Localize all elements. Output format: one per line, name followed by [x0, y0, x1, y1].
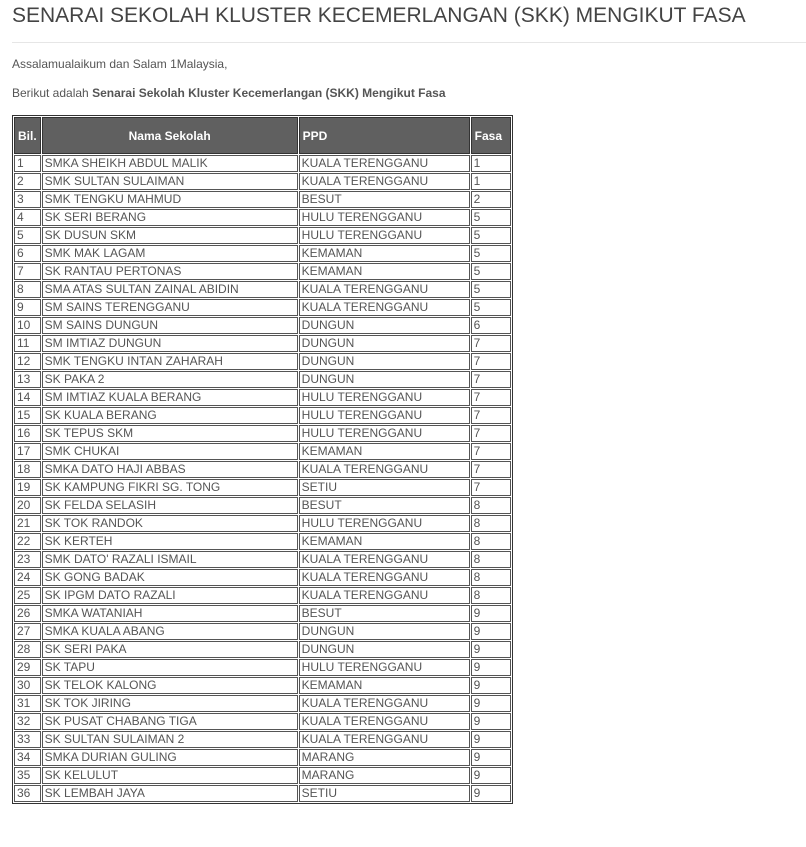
cell-fasa: 7 [471, 443, 511, 460]
cell-nama-sekolah: SMK MAK LAGAM [42, 245, 298, 262]
cell-fasa: 8 [471, 569, 511, 586]
cell-fasa: 5 [471, 299, 511, 316]
cell-ppd: HULU TERENGGANU [299, 209, 470, 226]
cell-bil: 32 [14, 713, 41, 730]
cell-nama-sekolah: SK GONG BADAK [42, 569, 298, 586]
cell-fasa: 7 [471, 335, 511, 352]
intro-bold: Senarai Sekolah Kluster Kecemerlangan (SKK) Mengikut Fasa [92, 86, 446, 100]
table-row [14, 317, 511, 334]
cell-bil: 4 [14, 209, 41, 226]
cell-fasa: 8 [471, 587, 511, 604]
cell-ppd: KUALA TERENGGANU [299, 731, 470, 748]
table-row [14, 191, 511, 208]
cell-ppd: KUALA TERENGGANU [299, 713, 470, 730]
title-divider [12, 42, 806, 43]
cell-fasa: 9 [471, 767, 511, 784]
cell-bil: 28 [14, 641, 41, 658]
intro-text [12, 86, 446, 100]
cell-fasa: 5 [471, 245, 511, 262]
cell-nama-sekolah: SK TELOK KALONG [42, 677, 298, 694]
cell-bil: 9 [14, 299, 41, 316]
table-row [14, 353, 511, 370]
table-row [14, 173, 511, 190]
cell-nama-sekolah: SK RANTAU PERTONAS [42, 263, 298, 280]
cell-ppd: KEMAMAN [299, 263, 470, 280]
table-row [14, 461, 511, 478]
cell-ppd: HULU TERENGGANU [299, 425, 470, 442]
table-row [14, 209, 511, 226]
cell-ppd: HULU TERENGGANU [299, 389, 470, 406]
table-row [14, 407, 511, 424]
cell-fasa: 9 [471, 713, 511, 730]
cell-fasa: 7 [471, 425, 511, 442]
cell-ppd: KUALA TERENGGANU [299, 281, 470, 298]
cell-ppd: HULU TERENGGANU [299, 227, 470, 244]
table-row [14, 551, 511, 568]
cell-bil: 7 [14, 263, 41, 280]
cell-ppd: DUNGUN [299, 623, 470, 640]
cell-fasa: 1 [471, 173, 511, 190]
cell-fasa: 8 [471, 497, 511, 514]
cell-fasa: 9 [471, 605, 511, 622]
cell-bil: 24 [14, 569, 41, 586]
cell-bil: 1 [14, 155, 41, 172]
cell-nama-sekolah: SMK CHUKAI [42, 443, 298, 460]
cell-nama-sekolah: SMKA DURIAN GULING [42, 749, 298, 766]
cell-nama-sekolah: SK KAMPUNG FIKRI SG. TONG [42, 479, 298, 496]
cell-bil: 27 [14, 623, 41, 640]
cell-nama-sekolah: SMK TENGKU INTAN ZAHARAH [42, 353, 298, 370]
cell-nama-sekolah: SK KELULUT [42, 767, 298, 784]
table-row [14, 227, 511, 244]
table-header-row [14, 117, 511, 154]
cell-nama-sekolah: SMA ATAS SULTAN ZAINAL ABIDIN [42, 281, 298, 298]
table-row [14, 605, 511, 622]
cell-bil: 25 [14, 587, 41, 604]
cell-ppd: HULU TERENGGANU [299, 407, 470, 424]
cell-nama-sekolah: SMK TENGKU MAHMUD [42, 191, 298, 208]
cell-bil: 17 [14, 443, 41, 460]
cell-nama-sekolah: SMKA SHEIKH ABDUL MALIK [42, 155, 298, 172]
table-row [14, 335, 511, 352]
cell-ppd: MARANG [299, 767, 470, 784]
cell-ppd: KEMAMAN [299, 533, 470, 550]
cell-nama-sekolah: SK IPGM DATO RAZALI [42, 587, 298, 604]
cell-fasa: 2 [471, 191, 511, 208]
cell-nama-sekolah: SM SAINS TERENGGANU [42, 299, 298, 316]
cell-ppd: KEMAMAN [299, 443, 470, 460]
table-row [14, 731, 511, 748]
cell-bil: 11 [14, 335, 41, 352]
cell-fasa: 6 [471, 317, 511, 334]
cell-bil: 6 [14, 245, 41, 262]
table-row [14, 623, 511, 640]
table-row [14, 299, 511, 316]
table-row [14, 659, 511, 676]
cell-ppd: DUNGUN [299, 317, 470, 334]
cell-bil: 16 [14, 425, 41, 442]
table-row [14, 425, 511, 442]
cell-nama-sekolah: SK PUSAT CHABANG TIGA [42, 713, 298, 730]
cell-fasa: 8 [471, 551, 511, 568]
cell-nama-sekolah: SK TAPU [42, 659, 298, 676]
cell-ppd: KUALA TERENGGANU [299, 587, 470, 604]
cell-nama-sekolah: SMK SULTAN SULAIMAN [42, 173, 298, 190]
cell-bil: 14 [14, 389, 41, 406]
table-row [14, 749, 511, 766]
header-fasa: Fasa [471, 117, 511, 154]
table-row [14, 713, 511, 730]
cell-bil: 13 [14, 371, 41, 388]
cell-fasa: 5 [471, 227, 511, 244]
header-bil: Bil. [14, 117, 41, 154]
cell-nama-sekolah: SMK DATO' RAZALI ISMAIL [42, 551, 298, 568]
cell-nama-sekolah: SM IMTIAZ KUALA BERANG [42, 389, 298, 406]
cell-bil: 31 [14, 695, 41, 712]
cell-nama-sekolah: SK TOK RANDOK [42, 515, 298, 532]
cell-ppd: KUALA TERENGGANU [299, 461, 470, 478]
table-row [14, 443, 511, 460]
table-row [14, 569, 511, 586]
cell-fasa: 9 [471, 677, 511, 694]
cell-nama-sekolah: SK LEMBAH JAYA [42, 785, 298, 802]
cell-bil: 36 [14, 785, 41, 802]
cell-ppd: MARANG [299, 749, 470, 766]
cell-fasa: 9 [471, 641, 511, 658]
cell-nama-sekolah: SK SERI PAKA [42, 641, 298, 658]
cell-fasa: 9 [471, 749, 511, 766]
table-row [14, 677, 511, 694]
cell-ppd: HULU TERENGGANU [299, 515, 470, 532]
cell-bil: 8 [14, 281, 41, 298]
cell-bil: 2 [14, 173, 41, 190]
table-row [14, 515, 511, 532]
cell-fasa: 5 [471, 281, 511, 298]
cell-bil: 3 [14, 191, 41, 208]
cell-ppd: KEMAMAN [299, 677, 470, 694]
table-row [14, 587, 511, 604]
cell-bil: 35 [14, 767, 41, 784]
cell-ppd: SETIU [299, 785, 470, 802]
cell-nama-sekolah: SMKA WATANIAH [42, 605, 298, 622]
cell-bil: 34 [14, 749, 41, 766]
cell-nama-sekolah: SK KUALA BERANG [42, 407, 298, 424]
cell-nama-sekolah: SK SULTAN SULAIMAN 2 [42, 731, 298, 748]
cell-bil: 22 [14, 533, 41, 550]
cell-ppd: DUNGUN [299, 353, 470, 370]
cell-ppd: KUALA TERENGGANU [299, 299, 470, 316]
header-ppd: PPD [299, 117, 470, 154]
cell-ppd: SETIU [299, 479, 470, 496]
cell-ppd: BESUT [299, 605, 470, 622]
cell-bil: 18 [14, 461, 41, 478]
cell-fasa: 5 [471, 263, 511, 280]
cell-ppd: BESUT [299, 497, 470, 514]
table-row [14, 767, 511, 784]
cell-fasa: 9 [471, 695, 511, 712]
table-row [14, 533, 511, 550]
table-row [14, 245, 511, 262]
cell-nama-sekolah: SK TOK JIRING [42, 695, 298, 712]
cell-bil: 19 [14, 479, 41, 496]
cell-bil: 33 [14, 731, 41, 748]
cell-nama-sekolah: SM SAINS DUNGUN [42, 317, 298, 334]
cell-fasa: 8 [471, 515, 511, 532]
cell-fasa: 7 [471, 407, 511, 424]
cell-ppd: DUNGUN [299, 371, 470, 388]
cell-nama-sekolah: SK TEPUS SKM [42, 425, 298, 442]
cell-ppd: HULU TERENGGANU [299, 659, 470, 676]
cell-fasa: 5 [471, 209, 511, 226]
cell-fasa: 9 [471, 731, 511, 748]
cell-ppd: KEMAMAN [299, 245, 470, 262]
table-row [14, 479, 511, 496]
cell-ppd: KUALA TERENGGANU [299, 173, 470, 190]
table-row [14, 263, 511, 280]
table-row [14, 497, 511, 514]
cell-bil: 29 [14, 659, 41, 676]
cell-fasa: 9 [471, 623, 511, 640]
cell-ppd: KUALA TERENGGANU [299, 569, 470, 586]
table-row [14, 641, 511, 658]
table-row [14, 695, 511, 712]
page-title: SENARAI SEKOLAH KLUSTER KECEMERLANGAN (SKK) MENGIKUT FASA [12, 4, 746, 27]
cell-nama-sekolah: SK FELDA SELASIH [42, 497, 298, 514]
cell-fasa: 7 [471, 461, 511, 478]
cell-bil: 26 [14, 605, 41, 622]
cell-nama-sekolah: SK PAKA 2 [42, 371, 298, 388]
cell-ppd: KUALA TERENGGANU [299, 551, 470, 568]
cell-bil: 12 [14, 353, 41, 370]
school-table [12, 115, 513, 804]
cell-fasa: 7 [471, 389, 511, 406]
cell-nama-sekolah: SK DUSUN SKM [42, 227, 298, 244]
cell-nama-sekolah: SMKA KUALA ABANG [42, 623, 298, 640]
header-nama-sekolah: Nama Sekolah [42, 117, 298, 154]
cell-bil: 10 [14, 317, 41, 334]
table-row [14, 155, 511, 172]
cell-bil: 5 [14, 227, 41, 244]
cell-bil: 30 [14, 677, 41, 694]
table-row [14, 281, 511, 298]
cell-bil: 23 [14, 551, 41, 568]
cell-bil: 21 [14, 515, 41, 532]
cell-fasa: 7 [471, 371, 511, 388]
cell-fasa: 8 [471, 533, 511, 550]
cell-ppd: KUALA TERENGGANU [299, 695, 470, 712]
cell-fasa: 7 [471, 353, 511, 370]
cell-fasa: 9 [471, 659, 511, 676]
cell-ppd: KUALA TERENGGANU [299, 155, 470, 172]
cell-ppd: DUNGUN [299, 641, 470, 658]
cell-ppd: DUNGUN [299, 335, 470, 352]
cell-bil: 15 [14, 407, 41, 424]
intro-prefix: Berikut adalah [12, 86, 93, 100]
cell-nama-sekolah: SK SERI BERANG [42, 209, 298, 226]
cell-nama-sekolah: SM IMTIAZ DUNGUN [42, 335, 298, 352]
cell-bil: 20 [14, 497, 41, 514]
greeting-text: Assalamualaikum dan Salam 1Malaysia, [12, 57, 228, 71]
table-row [14, 389, 511, 406]
cell-fasa: 1 [471, 155, 511, 172]
cell-fasa: 9 [471, 785, 511, 802]
cell-ppd: BESUT [299, 191, 470, 208]
cell-nama-sekolah: SK KERTEH [42, 533, 298, 550]
table-row [14, 785, 511, 802]
cell-fasa: 7 [471, 479, 511, 496]
cell-nama-sekolah: SMKA DATO HAJI ABBAS [42, 461, 298, 478]
table-row [14, 371, 511, 388]
